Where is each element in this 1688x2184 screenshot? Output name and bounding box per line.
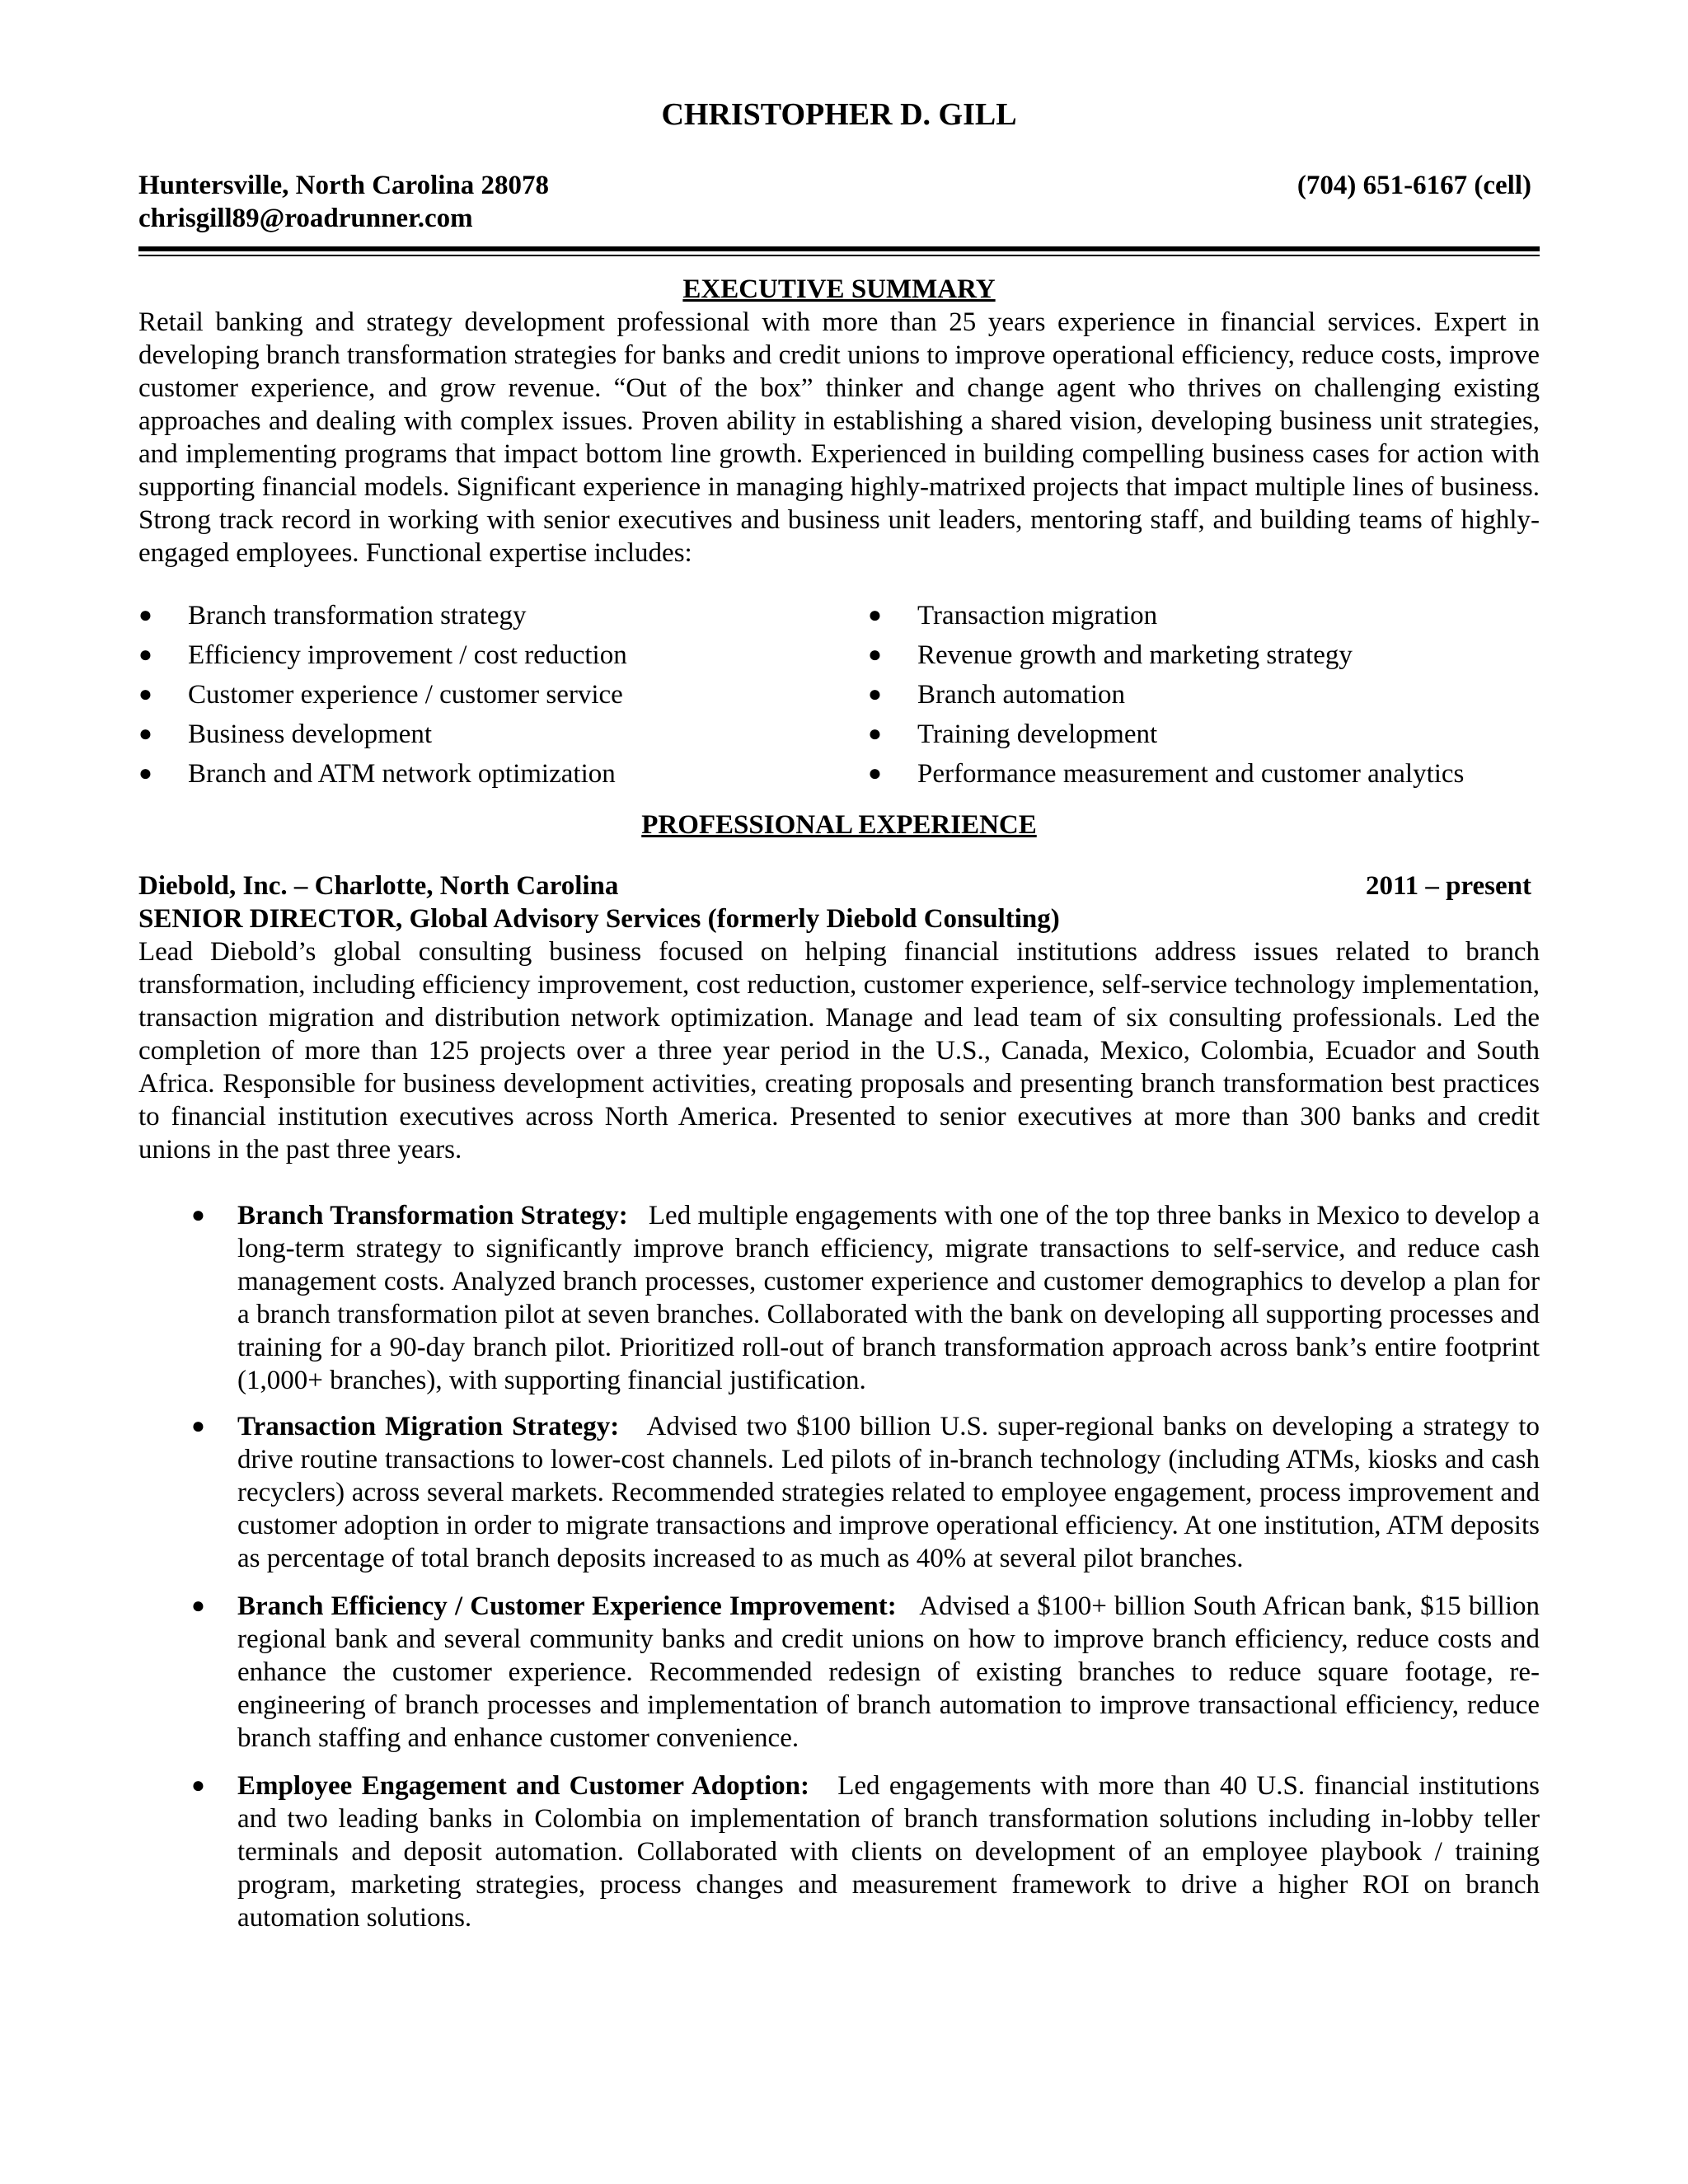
resume-page [138, 95, 1540, 1947]
achievement-item [138, 1199, 1540, 1397]
achievement-lead: Branch Efficiency / Customer Experience Improvement: [237, 1591, 897, 1621]
achievement-lead: Transaction Migration Strategy: [237, 1412, 620, 1441]
employment-dates: 2011 – present [1365, 871, 1531, 901]
bullet-icon: ● [138, 602, 152, 628]
skills-list [138, 596, 1540, 794]
contact-row [138, 169, 1540, 202]
location: Huntersville, North Carolina 28078 [138, 171, 550, 200]
bullet-icon: ● [868, 602, 882, 628]
phone: (704) 651-6167 (cell) [1296, 171, 1531, 200]
skill-item: ● Branch and ATM network optimization [138, 754, 868, 794]
bullet-icon: ● [191, 1413, 205, 1439]
header-rule-thin [138, 255, 1540, 256]
bullet-icon: ● [138, 642, 152, 668]
achievement-text: Advised a $100+ billion South African bank, $15 billion regional bank and several community banks and credit unions on how to improve branch efficiency, reduce costs and enhance the customer experience. Recommended redesign of existing branches to reduce square footage, re-engineering of branch processes and implementation of branch automation to improve transactional efficiency, reduce branch staffing and enhance customer convenience. [237, 1591, 1540, 1753]
skill-item: ● Business development [138, 715, 868, 754]
achievement-item [138, 1590, 1540, 1755]
skill-item: ● Training development [868, 715, 1540, 754]
bullet-icon: ● [868, 761, 882, 786]
achievement-text: Advised two $100 billion U.S. super-regional banks on developing a strategy to drive routine transactions to lower-cost channels. Led pilots of in-branch technology (including ATMs, kiosks and cash recyclers) across several markets. Recommended strategies related to employee engagement, process improvement and customer adoption in order to migrate transactions and improve operational efficiency. At one institution, ATM deposits as percentage of total branch deposits increased to as much as 40% at several pilot branches. [237, 1412, 1540, 1573]
bullet-icon: ● [138, 721, 152, 747]
job-title: SENIOR DIRECTOR, Global Advisory Services (formerly Diebold Consulting) [138, 904, 1060, 934]
header-rule-thick [138, 246, 1540, 251]
bullet-icon: ● [868, 682, 882, 707]
bullet-icon: ● [191, 1202, 205, 1228]
achievement-item [138, 1410, 1540, 1575]
bullet-icon: ● [191, 1593, 205, 1619]
achievement-lead: Branch Transformation Strategy: [237, 1201, 628, 1230]
summary-text: Retail banking and strategy development professional with more than 25 years experience in financial services. Expert in developing branch transformation strategies for banks and credit unions to improve operational efficiency, reduce costs, improve customer experience, and grow revenue. “Out of the box” thinker and change agent who thrives on challenging existing approaches and dealing with complex issues. Proven ability in establishing a shared vision, developing business unit strategies, and implementing programs that impact bottom line growth. Experienced in building compelling business cases for action with supporting financial models. Significant experience in managing highly-matrixed projects that impact multiple lines of business. Strong track record in working with senior executives and business unit leaders, mentoring staff, and building teams of highly-engaged employees. Functional expertise includes: [138, 307, 1540, 568]
skill-item: ● Branch automation [868, 675, 1540, 715]
skill-item: ● Transaction migration [868, 596, 1540, 635]
email-row [138, 202, 1540, 235]
summary-title: EXECUTIVE SUMMARY [682, 274, 996, 304]
achievement-item [138, 1769, 1540, 1934]
skill-item: ● Revenue growth and marketing strategy [868, 635, 1540, 675]
skills-left-column [138, 596, 868, 794]
achievement-text: Led multiple engagements with one of the top three banks in Mexico to develop a long-term strategy to significantly improve branch efficiency, migrate transactions to self-service, and reduce cash management costs. Analyzed branch processes, customer experience and customer demographics to develop a plan for a branch transformation pilot at seven branches. Collaborated with the bank on developing all supporting processes and training for a 90-day branch pilot. Prioritized roll-out of branch transformation approach across bank’s entire footprint (1,000+ branches), with supporting financial justification. [237, 1201, 1540, 1395]
employer-row [138, 869, 1540, 902]
achievement-lead: Employee Engagement and Customer Adoption: [237, 1771, 809, 1801]
skill-item: ● Efficiency improvement / cost reduction [138, 635, 868, 675]
employer: Diebold, Inc. – Charlotte, North Carolina [138, 871, 619, 901]
skill-item: ● Branch transformation strategy [138, 596, 868, 635]
candidate-name: CHRISTOPHER D. GILL [661, 97, 1017, 132]
skill-item: ● Performance measurement and customer analytics [868, 754, 1540, 794]
email[interactable]: chrisgill89@roadrunner.com [138, 204, 473, 233]
bullet-icon: ● [138, 761, 152, 786]
skills-right-column [868, 596, 1540, 794]
bullet-icon: ● [138, 682, 152, 707]
achievement-text: Led engagements with more than 40 U.S. financial institutions and two leading banks in Colombia on implementation of branch transformation solutions including in-lobby teller terminals and deposit automation. Collaborated with clients on development of an employee playbook / training program, marketing strategies, process changes and measurement framework to drive a higher ROI on branch automation solutions. [237, 1771, 1540, 1933]
achievements-list [138, 1199, 1540, 1934]
bullet-icon: ● [191, 1773, 205, 1798]
skill-item: ● Customer experience / customer service [138, 675, 868, 715]
job-description: Lead Diebold’s global consulting business focused on helping financial institutions address issues related to branch transformation, including efficiency improvement, cost reduction, customer experience, self-service technology implementation, transaction migration and distribution network optimization. Manage and lead team of six consulting professionals. Led the completion of more than 125 projects over a three year period in the U.S., Canada, Mexico, Colombia, Ecuador and South Africa. Responsible for business development activities, creating proposals and presenting branch transformation best practices to financial institution executives across North America. Presented to senior executives at more than 300 banks and credit unions in the past three years. [138, 937, 1540, 1165]
experience-title: PROFESSIONAL EXPERIENCE [641, 810, 1037, 840]
bullet-icon: ● [868, 642, 882, 668]
bullet-icon: ● [868, 721, 882, 747]
